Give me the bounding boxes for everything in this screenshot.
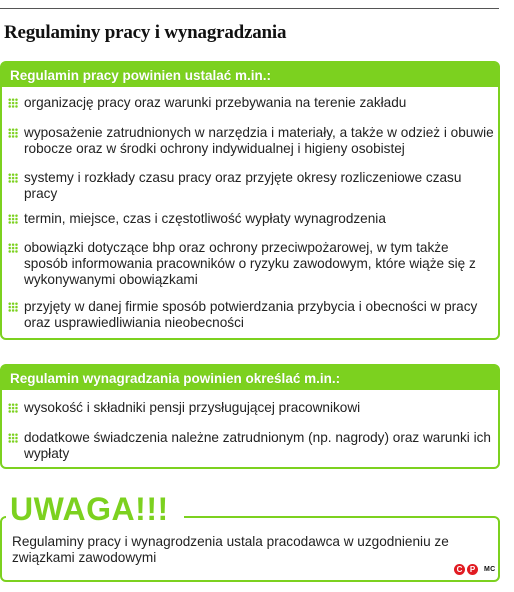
dot-grid-bullet-icon (8, 302, 18, 312)
pay-regulations-heading (2, 366, 498, 390)
work-regulations-panel (0, 61, 500, 340)
page-title: Regulaminy pracy i wynagradzania (4, 22, 287, 43)
work-regulations-heading-text: Regulamin pracy powinien ustalać m.in.: (10, 68, 272, 83)
copyright-credit (454, 563, 496, 575)
list-item: systemy i rozkłady czasu pracy oraz przyjęte okresy rozliczeniowe czasu pracy (8, 170, 494, 202)
copyright-p-icon: P (467, 564, 478, 575)
list-item: wyposażenie zatrudnionych w narzędzia i materiały, a także w odzież i obuwie robocze oraz w środki ochrony indywidualnej i higieny osobistej (8, 125, 494, 157)
warning-text: Regulaminy pracy i wynagrodzenia ustala pracodawca w uzgodnieniu ze związkami zawodowymi (12, 534, 449, 565)
dot-grid-bullet-icon (8, 403, 18, 413)
dot-grid-bullet-icon (8, 214, 18, 224)
dot-grid-bullet-icon (8, 433, 18, 443)
dot-grid-bullet-icon (8, 128, 18, 138)
author-initials: MC (484, 565, 496, 573)
list-item: dodatkowe świadczenia należne zatrudnionym (np. nagrody) oraz warunki ich wypłaty (8, 430, 494, 462)
list-item: termin, miejsce, czas i częstotliwość wypłaty wynagrodzenia (8, 211, 494, 227)
dot-grid-bullet-icon (8, 243, 18, 253)
list-item: wysokość i składniki pensji przysługującej pracownikowi (8, 400, 494, 416)
pay-regulations-heading-text: Regulamin wynagradzania powinien określać m.in.: (10, 371, 341, 386)
list-item: obowiązki dotyczące bhp oraz ochrony przeciwpożarowej, w tym także sposób informowania pracowników o ryzyku zawodowym, które wiąże się z wykonywanymi obowiązkami (8, 240, 494, 288)
pay-regulations-panel (0, 364, 500, 469)
list-item: przyjęty w danej firmie sposób potwierdzania przybycia i obecności w pracy oraz usprawiedliwiania nieobecności (8, 299, 494, 331)
copyright-c-icon: C (454, 564, 465, 575)
dot-grid-bullet-icon (8, 173, 18, 183)
list-item: organizację pracy oraz warunki przebywania na terenie zakładu (8, 95, 494, 111)
top-rule (0, 8, 499, 9)
dot-grid-bullet-icon (8, 98, 18, 108)
warning-label: UWAGA!!! (10, 491, 169, 527)
work-regulations-heading (2, 63, 498, 87)
